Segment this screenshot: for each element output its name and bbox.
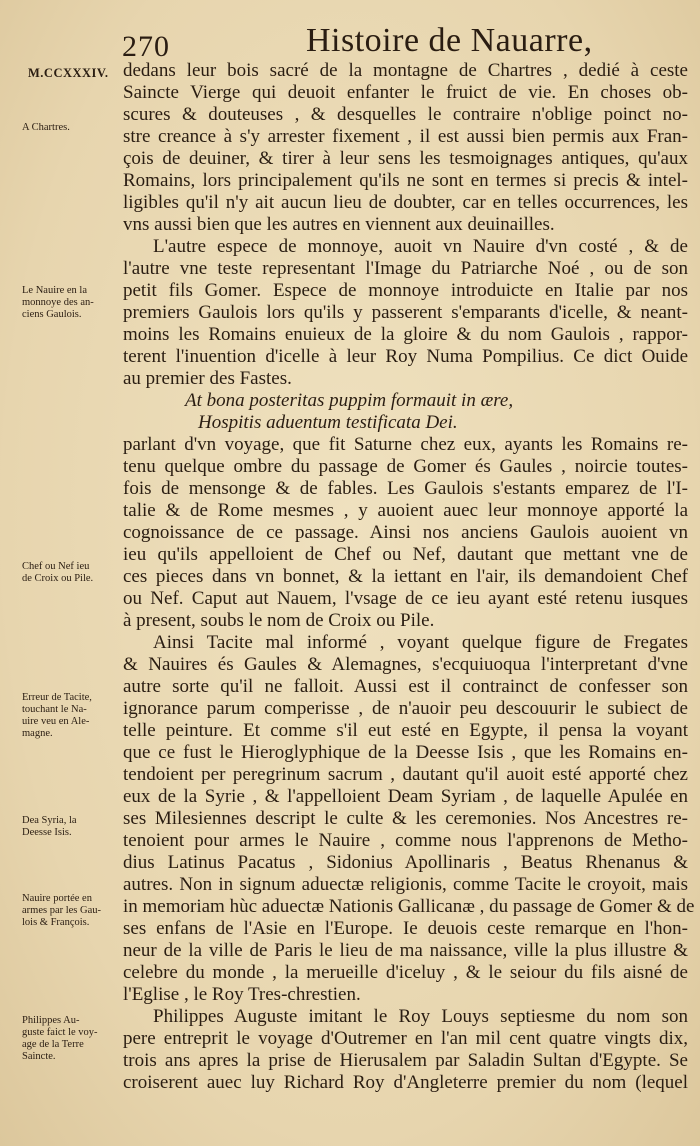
text-line: Romains, lors principalement qu'ils ne sont en termes si precis & intel- bbox=[123, 170, 688, 191]
text-line: stre creance à s'y arrester fixement , il est aussi bien permis aux Fran- bbox=[123, 126, 688, 147]
text-line: çois de deuiner, & tirer à leur sens les tesmoignages antiques, qu'aux bbox=[123, 148, 688, 169]
verse-line: Hospitis aduentum testificata Dei. bbox=[198, 412, 458, 433]
text-line: neur de la ville de Paris le lieu de ma naissance, ville la plus illustre & bbox=[123, 940, 688, 961]
text-line: celebre du monde , la merueille d'iceluy , & le seiour du fils aisné de bbox=[123, 962, 688, 983]
text-line: au premier des Fastes. bbox=[123, 368, 292, 389]
text-line: fois de mensonge & de fables. Les Gaulois s'estants emparez de l'I- bbox=[123, 478, 688, 499]
text-line: telle peinture. Et comme s'il eut esté en Egypte, il pensa la voyant bbox=[123, 720, 688, 741]
text-line: croiserent auec luy Richard Roy d'Angleterre premier du nom (lequel bbox=[123, 1072, 688, 1093]
text-line: ligibles qu'il n'y ait aucun lieu de doubter, car en telles occurrences, les bbox=[123, 192, 688, 213]
text-line: l'autre vne teste representant l'Image du Patriarche Noé , ou de son bbox=[123, 258, 688, 279]
text-line: talie & de Rome mesmes , y auoient auec leur monnoye apporté la bbox=[123, 500, 688, 521]
text-line: ses Milesiennes descript le culte & les ceremonies. Nos Ancestres re- bbox=[123, 808, 688, 829]
text-line: scures & douteuses , & desquelles le contraire n'oblige poinct no- bbox=[123, 104, 688, 125]
text-line: in memoriam hùc aduectæ Nationis Gallicanæ , du passage de Gomer & de bbox=[123, 896, 695, 917]
page-number: 270 bbox=[122, 30, 170, 63]
margin-note-philippes-auguste: Philippes Au- guste faict le voy- age de la Terre Saincte. bbox=[22, 1015, 98, 1062]
text-line: que ce fust le Hieroglyphique de la Deesse Isis , que les Romains en- bbox=[123, 742, 688, 763]
margin-note-chartres: A Chartres. bbox=[22, 122, 70, 133]
text-line: l'Eglise , le Roy Tres-chrestien. bbox=[123, 984, 361, 1005]
text-line: ou Nef. Caput aut Nauem, l'vsage de ce ieu ayant esté retenu iusques bbox=[123, 588, 688, 609]
text-line: à present, soubs le nom de Croix ou Pile. bbox=[123, 610, 435, 631]
text-line: autres. Non in signum aduectæ religionis, comme Tacite le croyoit, mais bbox=[123, 874, 688, 895]
text-line: Saincte Vierge qui deuoit enfanter le fruict de vie. En choses ob- bbox=[123, 82, 688, 103]
text-line: eux de la Syrie , & l'appelloient Deam Syriam , de laquelle Apulée en bbox=[123, 786, 688, 807]
text-line: trois ans apres la prise de Hierusalem par Saladin Sultan d'Egypte. Se bbox=[123, 1050, 688, 1071]
margin-note-nauire-monnoye: Le Nauire en la monnoye des an- ciens Gaulois. bbox=[22, 285, 94, 320]
text-line: tenu quelque ombre du passage de Gomer és Gaules , noircie toutes- bbox=[123, 456, 688, 477]
text-line: ses enfans de l'Asie en l'Europe. Ie deuois ceste remarque en l'hon- bbox=[123, 918, 688, 939]
margin-note-erreur-tacite: Erreur de Tacite, touchant le Na- uire veu en Ale- magne. bbox=[22, 692, 92, 739]
text-line: premiers Gaulois lors qu'ils y passerent s'emparants d'icelle, & neant- bbox=[123, 302, 688, 323]
text-line: ces pieces dans vn bonnet, & la iettant en l'air, ils demandoient Chef bbox=[123, 566, 688, 587]
text-line: dedans leur bois sacré de la montagne de Chartres , dedié à ceste bbox=[123, 60, 688, 81]
text-line: terent l'inuention d'icelle à leur Roy Numa Pompilius. Ce dict Ouide bbox=[123, 346, 688, 367]
text-line: ieu qu'ils appelloient de Chef ou Nef, dautant que mettant vne de bbox=[123, 544, 688, 565]
margin-note-dea-syria: Dea Syria, la Deesse Isis. bbox=[22, 815, 77, 838]
text-line: tenoient pour armes le Nauire , comme nous l'apprenons de Metho- bbox=[123, 830, 688, 851]
margin-note-nauire-armes: Nauire portée en armes par les Gau- lois & François. bbox=[22, 893, 102, 928]
text-line: ignorance parum comperisse , de n'auoir peu descouurir le subiect de bbox=[123, 698, 688, 719]
text-line: Ainsi Tacite mal informé , voyant quelque figure de Fregates bbox=[153, 632, 688, 653]
text-line: Philippes Auguste imitant le Roy Louys septiesme du nom son bbox=[153, 1006, 688, 1027]
text-line: vns aussi bien que les autres en viennent aux deuinailles. bbox=[123, 214, 555, 235]
text-line: moins les Romains enuieux de la gloire & du nom Gaulois , rappor- bbox=[123, 324, 688, 345]
text-line: dius Latinus Pacatus , Sidonius Apollinaris , Beatus Rhenanus & bbox=[123, 852, 688, 873]
text-line: autre sorte qu'il ne falloit. Aussi est il contrainct de confesser son bbox=[123, 676, 688, 697]
text-line: parlant d'vn voyage, que fit Saturne chez eux, ayants les Romains re- bbox=[123, 434, 688, 455]
margin-note-chef-nef: Chef ou Nef ieu de Croix ou Pile. bbox=[22, 561, 94, 584]
year-marker: M.CCXXXIV. bbox=[28, 66, 109, 80]
text-line: L'autre espece de monnoye, auoit vn Nauire d'vn costé , & de bbox=[153, 236, 688, 257]
text-line: pere entreprit le voyage d'Outremer en l'an mil cent quatre vingts dix, bbox=[123, 1028, 688, 1049]
text-line: & Nauires és Gaules & Alemagnes, s'ecquiuoqua l'interpretant d'vne bbox=[123, 654, 688, 675]
text-line: petit fils Gomer. Espece de monnoye introduicte en Italie par nos bbox=[123, 280, 688, 301]
text-line: cognoissance de ce passage. Ainsi nos anciens Gaulois auoient vn bbox=[123, 522, 688, 543]
running-title: Histoire de Nauarre, bbox=[306, 22, 593, 59]
verse-line: At bona posteritas puppim formauit in ære, bbox=[185, 390, 514, 411]
text-line: tendoient per peregrinum sacrum , dautant qu'il auoit esté apporté chez bbox=[123, 764, 688, 785]
